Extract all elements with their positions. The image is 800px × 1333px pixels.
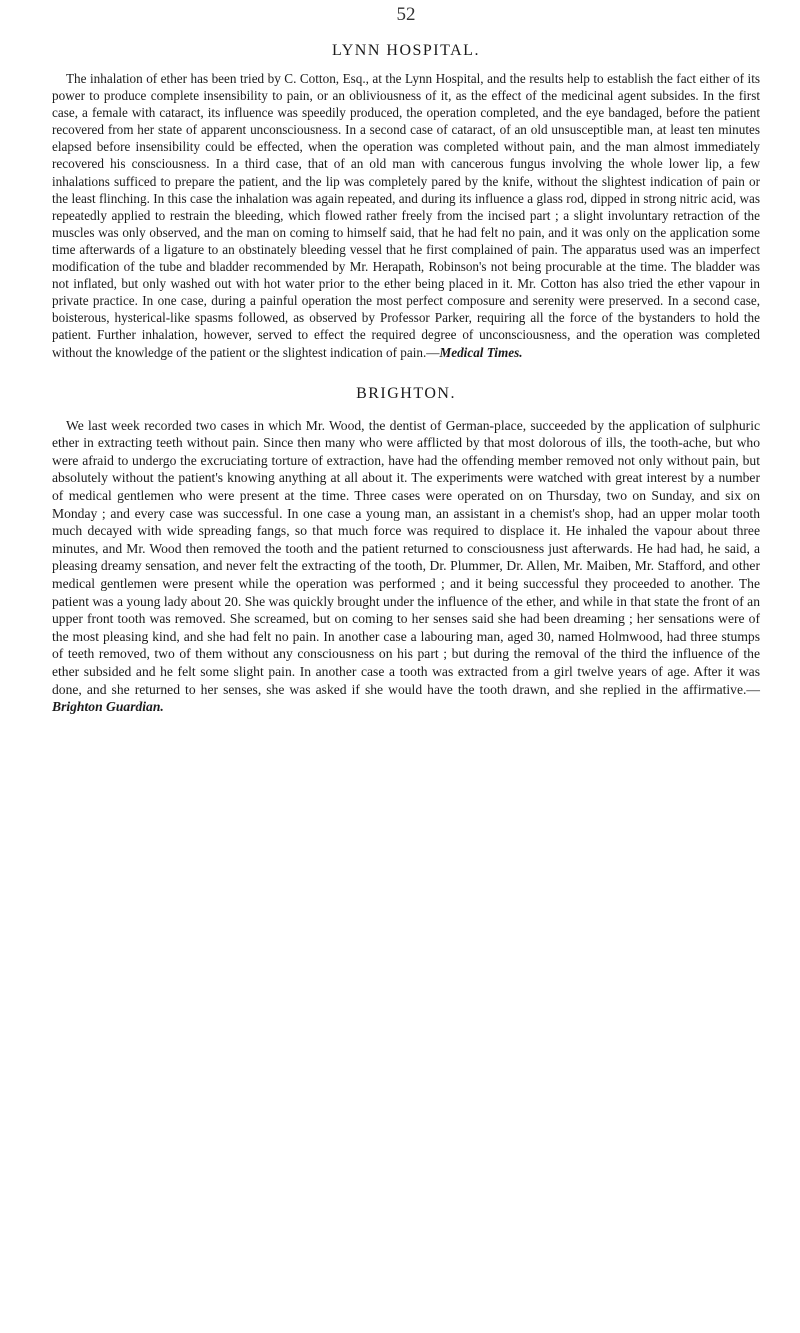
section-body-brighton (52, 417, 760, 716)
section-title-lynn-hospital: LYNN HOSPITAL. (332, 42, 480, 59)
body-text: We last week recorded two cases in which Mr. Wood, the dentist of German-place, succeeded by the application of sulphuric ether in extracting teeth without pain. Since then many who were afflicted by that most dolorous of ills, the tooth-ache, but who were afraid to undergo the excruciating torture of extraction, have had the offending member removed not only without pain, but absolutely without the patient's knowing anything at all about it. The experiments were watched with great interest by a number of medical gentlemen who were present at the time. Three cases were operated on on Thursday, two on Sunday, and six on Monday ; and every case was successful. In one case a young man, an assistant in a chemist's shop, had an upper molar tooth much decayed with wide spreading fangs, so that much force was required to displace it. He inhaled the vapour about three minutes, and Mr. Wood then removed the tooth and the patient returned to consciousness just afterwards. He had had, he said, a pleasing dreamy sensation, and never felt the extracting of the tooth, Dr. Plummer, Dr. Allen, Mr. Maiben, Mr. Stafford, and other medical gentlemen were present while the operation was performed ; and it being successful they proceeded to another. The patient was a young lady about 20. She was quickly brought under the influence of the ether, and while in that state the front of an upper front tooth was removed. She screamed, but on coming to her senses said she had been dreaming ; her sensations were of the most pleasing kind, and she had felt no pain. In another case a labouring man, aged 30, named Holmwood, had three stumps of teeth removed, two of them without any consciousness on his part ; but during the removal of the third the influence of the ether subsided and he felt some slight pain. In another case a tooth was extracted from a girl twelve years of age. After it was done, and she returned to her senses, she was asked if she would have the tooth drawn, and she replied in the affirmative.— (52, 417, 760, 697)
page-number: 52 (396, 4, 416, 25)
section-title-brighton: BRIGHTON. (356, 384, 456, 402)
section-lynn-hospital (52, 42, 760, 361)
source-citation: Medical Times. (439, 344, 523, 360)
body-text: The inhalation of ether has been tried by C. Cotton, Esq., at the Lynn Hospital, and the results help to establish the fact either of its power to produce complete insensibility to pain, or an obliviousness of it, as the effect of the medicinal agent subsides. In the first case, a female with cataract, its influence was speedily produced, the operation completed, and the eye bandaged, before the patient recovered from her state of apparent unconsciousness. In a second case of cataract, of an old unsusceptible man, at least ten minutes elapsed before insensibility could be effected, when the operation was completed without pain, and the man almost immediately recovered his consciousness. In a third case, that of an old man with cancerous fungus involving the whole lower lip, a few inhalations sufficed to prepare the patient, and the lip was completely pared by the knife, without the slightest indication of pain or the least flinching. In this case the inhalation was again repeated, and during its influence a glass rod, dipped in strong nitric acid, was repeatedly applied to restrain the bleeding, which flowed rather freely from the incised part ; a slight involuntary retraction of the muscles was only observed, and the man on coming to himself said, that he had felt no pain, and it was only on the application some time afterwards of a ligature to an obstinately bleeding vessel that he first complained of pain. The apparatus used was an imperfect modification of the tube and bladder recommended by Mr. Herapath, Robinson's not being procurable at the time. The bladder was not inflated, but only washed out with hot water prior to the ether being placed in it. Mr. Cotton has also tried the ether vapour in private practice. In one case, during a painful operation the most perfect composure and serenity were preserved. In a second case, boisterous, hysterical-like spasms followed, as observed by Professor Parker, requiring all the force of the bystanders to hold the patient. Further inhalation, however, served to effect the required degree of unconsciousness, and the operation was completed without the knowledge of the patient or the slightest indication of pain.— (52, 71, 760, 360)
section-brighton (52, 385, 760, 716)
source-citation: Brighton Guardian. (52, 699, 164, 715)
section-body-lynn-hospital (52, 70, 760, 361)
